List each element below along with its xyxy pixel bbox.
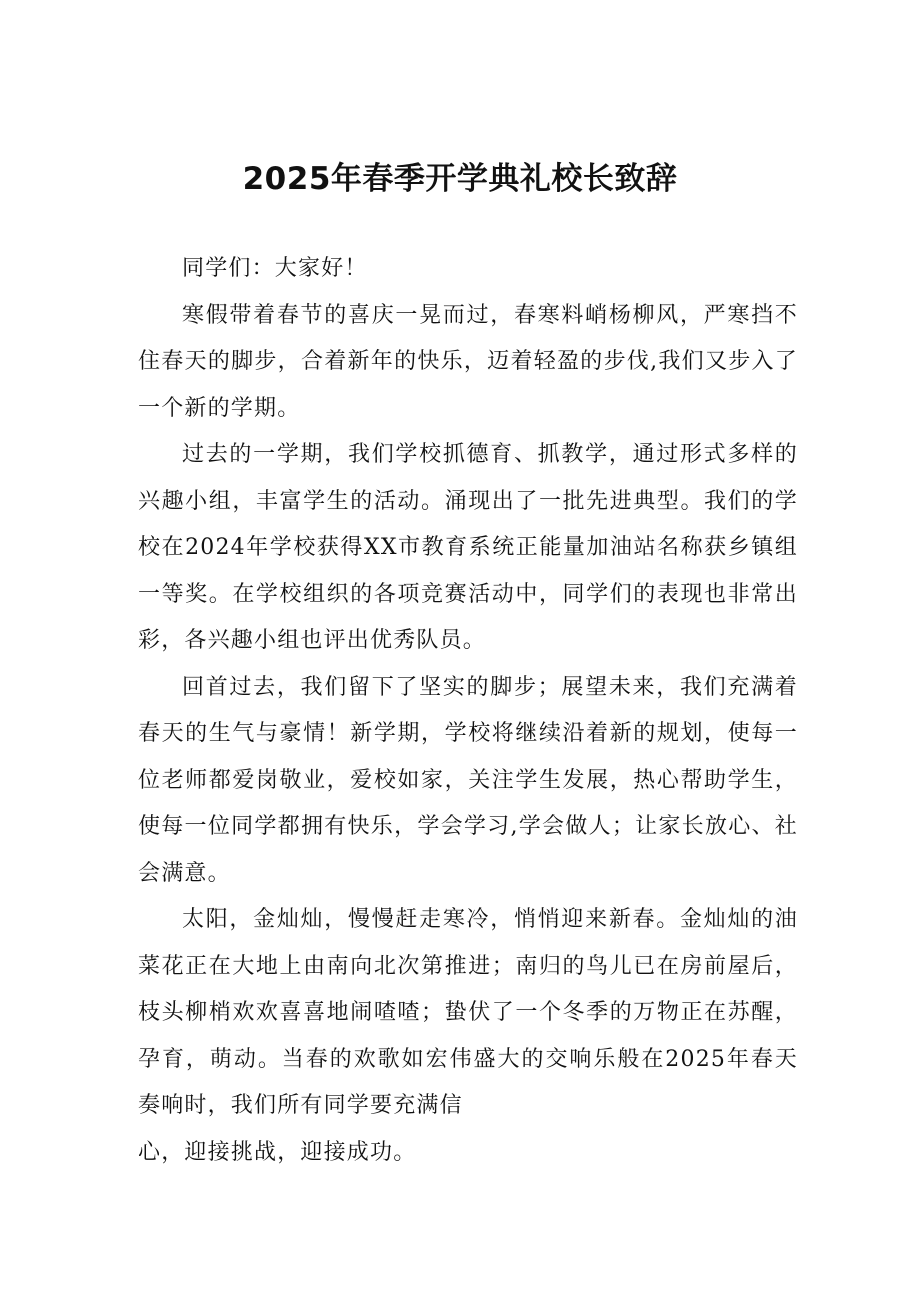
paragraph-4: 太阳，金灿灿，慢慢赶走寒冷，悄悄迎来新春。金灿灿的油菜花正在大地上由南向北次第推进；南归的鸟儿已在房前屋后，枝头柳梢欢欢喜喜地闹喳喳；蛰伏了一个冬季的万物正在苏醒，孕育，萌动。当春的欢歌如宏伟盛大的交响乐般在2025年春天奏响时，我们所有同学要充满信 [138,907,798,1118]
document-body [138,246,798,1176]
paragraph-3: 回首过去，我们留下了坚实的脚步；展望未来，我们充满着春天的生气与豪情！新学期，学校将继续沿着新的规划，使每一位老师都爱岗敬业，爱校如家，关注学生发展，热心帮助学生，使每一位同学都拥有快乐，学会学习,学会做人；让家长放心、社会满意。 [138,674,798,886]
paragraph-2: 过去的一学期，我们学校抓德育、抓教学，通过形式多样的兴趣小组，丰富学生的活动。涌现出了一批先进典型。我们的学校在2024年学校获得XX市教育系统正能量加油站名称获乡镇组一等奖。在学校组织的各项竞赛活动中，同学们的表现也非常出彩，各兴趣小组也评出优秀队员。 [138,442,798,653]
paragraph-1: 寒假带着春节的喜庆一晃而过，春寒料峭杨柳风，严寒挡不住春天的脚步，合着新年的快乐，迈着轻盈的步伐,我们又步入了一个新的学期。 [138,302,798,421]
closing-line: 心，迎接挑战，迎接成功。 [138,1139,417,1165]
greeting-paragraph: 同学们：大家好！ [182,256,368,281]
document-title: 2025年春季开学典礼校长致辞 [242,160,678,197]
